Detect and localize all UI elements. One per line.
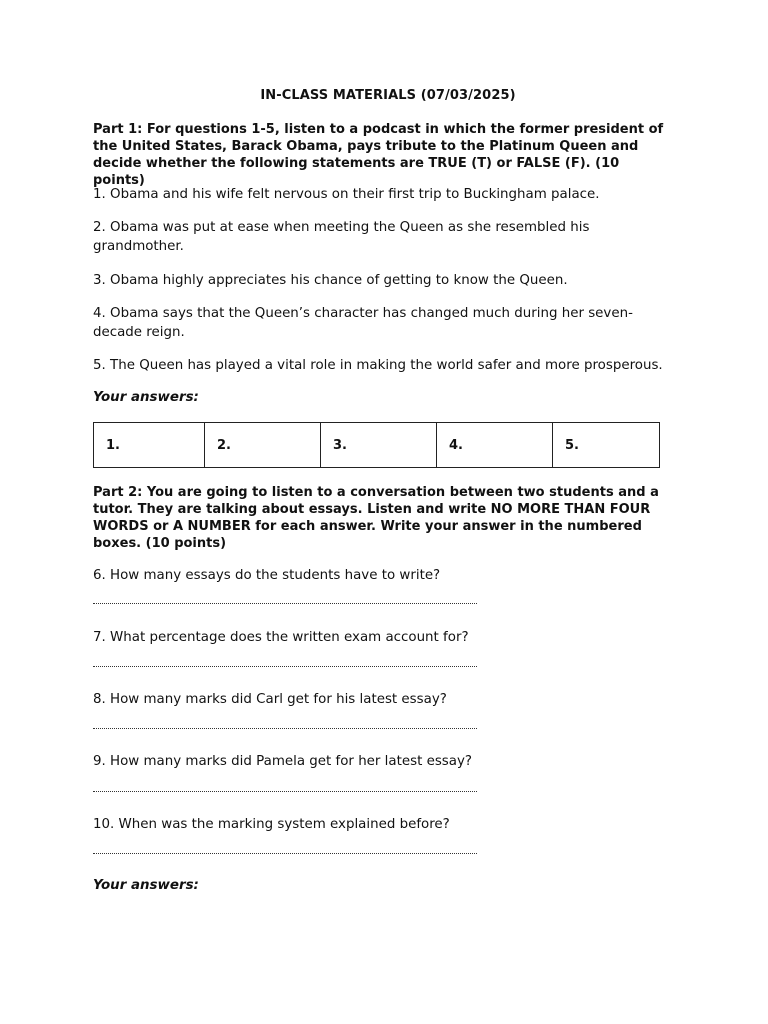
question-3: 3. Obama highly appreciates his chance of getting to know the Queen. — [93, 273, 568, 288]
answer-line-7[interactable] — [93, 666, 477, 667]
question-1: 1. Obama and his wife felt nervous on their first trip to Buckingham palace. — [93, 187, 600, 202]
answer-box-4[interactable]: 4. — [437, 423, 553, 468]
part2-instruction: Part 2: You are going to listen to a conversation between two students and a tutor. They are talking about essays. Listen and write NO MORE THAN FOUR WORDS or A NUMBER for each answer. Write your answer in the numbered boxes. (10 points) — [93, 485, 659, 551]
question-4: 4. Obama says that the Queen’s character has changed much during her seven-decade reign. — [93, 306, 633, 340]
answer-line-6[interactable] — [93, 603, 477, 604]
answer-box-1[interactable]: 1. — [94, 423, 205, 468]
question-5: 5. The Queen has played a vital role in making the world safer and more prosperous. — [93, 358, 663, 373]
answer-box-2[interactable]: 2. — [205, 423, 321, 468]
answer-line-10[interactable] — [93, 853, 477, 854]
answer-box-3[interactable]: 3. — [321, 423, 437, 468]
question-7: 7. What percentage does the written exam account for? — [93, 630, 469, 645]
part1-answers-label: Your answers: — [93, 390, 199, 405]
question-6: 6. How many essays do the students have to write? — [93, 568, 441, 583]
answer-box-5[interactable]: 5. — [553, 423, 660, 468]
part1-answer-table — [93, 422, 660, 468]
part2-answers-label: Your answers: — [93, 878, 199, 893]
answer-line-9[interactable] — [93, 791, 477, 792]
question-8: 8. How many marks did Carl get for his latest essay? — [93, 692, 447, 707]
part1-instruction: Part 1: For questions 1-5, listen to a podcast in which the former president of the United States, Barack Obama, pays tribute to the Platinum Queen and decide whether the following statements are TRUE (T) or FALSE (F). (10 points) — [93, 122, 664, 188]
question-10: 10. When was the marking system explained before? — [93, 817, 450, 832]
answer-line-8[interactable] — [93, 728, 477, 729]
question-2: 2. Obama was put at ease when meeting the Queen as she resembled his grandmother. — [93, 220, 590, 254]
page-title: IN-CLASS MATERIALS (07/03/2025) — [260, 88, 516, 103]
question-9: 9. How many marks did Pamela get for her latest essay? — [93, 754, 473, 769]
